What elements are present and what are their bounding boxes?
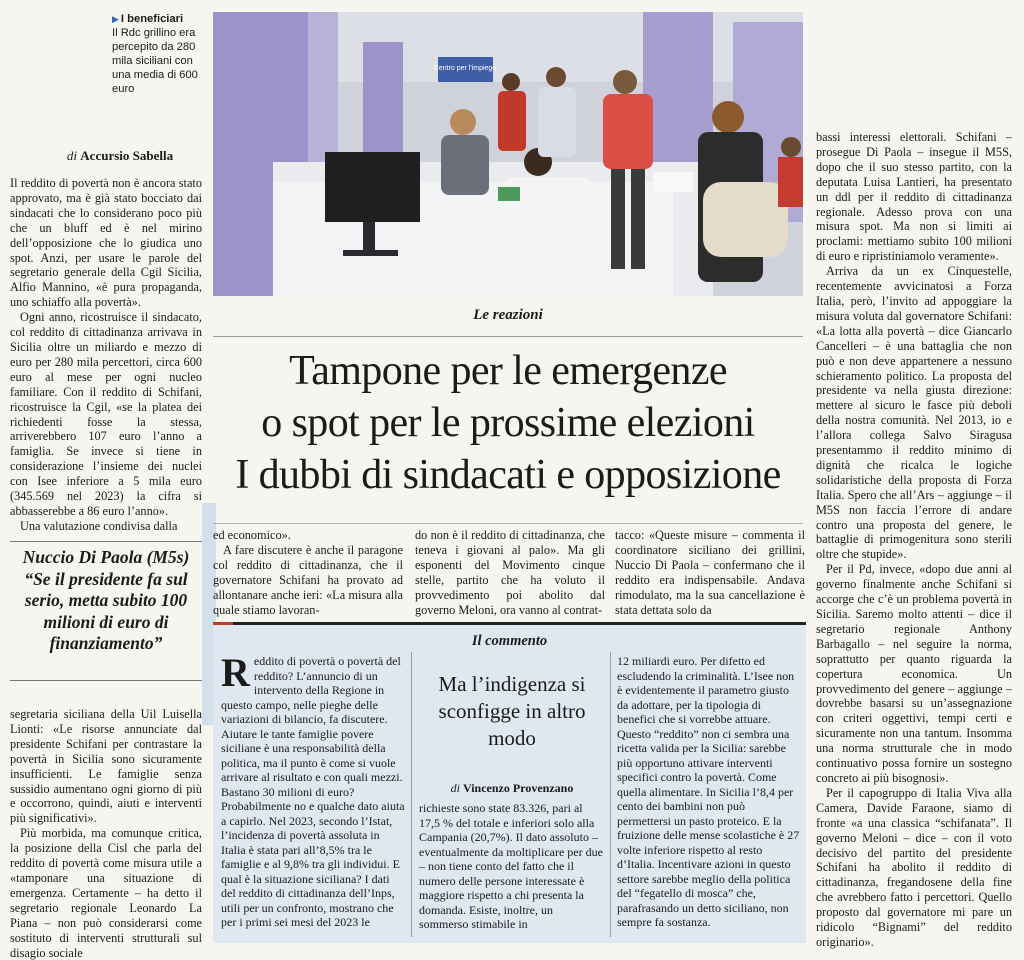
beneficiari-title: I beneficiari bbox=[120, 13, 184, 25]
commento-author-name: Vincenzo Provenzano bbox=[463, 781, 574, 795]
commento-text-1: eddito di povertà o povertà del reddito? L’annuncio di un intervento della Regione in questo campo, nelle pieghe delle variazioni di bilancio, fa discutere. Aiutare le tante famiglie povere siciliane è una responsabilità della politica, ma il punto è come si vuole arrivare al risultato e con quali mezzi. Bastano 30 milioni di euro? Probabilmente no e qualche dato aiuta a capirlo. Nel 2023, secondo l’Istat, l’incidenza di povertà assoluta in Italia è stata pari all’8,5% tra le famiglie e al 9,8% tra gli individui. E qual è la situazione siciliana? I dati del reddito di cittadinanza dell’Inps, utili per un confronto, mostrano che per i primi sei mesi del 2023 le bbox=[221, 654, 405, 929]
commento-author-prefix: di bbox=[450, 781, 460, 795]
commento-text-2: richieste sono state 83.326, pari al 17,5 % del totale e inferiori solo alla Campania (20,7%). Il dato assoluto – eventualmente da moltiplicare per due – non tiene conto del fatto che il numero delle persone interessate è maggiore rispetto a chi presenta la domanda. Esiste, inoltre, un sommerso stimabile in bbox=[419, 801, 603, 931]
paragraph: Per il capogruppo di Italia Viva alla Camera, Davide Faraone, siamo di fronte «a una classica “schifanata”. Il governo Meloni – dice – con il voto decisivo del partito del presidente Schifani ha abolito il reddito di cittadinanza, fregandosene della fine che avrebbero fatto i percettori. Quello proposto dal governatore mi pare un ridicolo “Bignami” del reddito originario». bbox=[816, 785, 1012, 949]
column-right bbox=[816, 130, 1012, 950]
commento-column-1 bbox=[221, 650, 405, 930]
beneficiari-text: Il Rdc grillino era percepito da 280 mila siciliani con una media di 600 euro bbox=[112, 27, 198, 95]
office-sign-text: Centro per l'impiego bbox=[433, 65, 497, 72]
byline bbox=[40, 148, 200, 164]
headline-line-2: o spot per le prossime elezioni bbox=[261, 400, 755, 446]
commento-column-3 bbox=[617, 654, 801, 930]
paragraph: Più morbida, ma comunque critica, la posizione della Cisl che parla del reddito di povertà come misura utile a «tamponare una situazione di emergenza. Certamente – ha detto il segretario regionale Leonardo La Piana – non può considerarsi come sostituto di interventi strutturali sul disagio sociale bbox=[10, 826, 202, 960]
commento-divider bbox=[411, 652, 412, 937]
quote-speaker: Nuccio Di Paola (M5s) bbox=[22, 547, 190, 567]
paragraph: do non è il reddito di cittadinanza, che teneva i giovani al palo». Ma gli esponenti del Movimento cinque stelle, partito che ha voluto il provvedimento poi abolito dal governo Meloni, ora vanno al contrat- bbox=[415, 528, 605, 617]
commento-text-3: 12 miliardi euro. Per difetto ed escludendo la criminalità. L’Isee non è evidentemente il parametro giusto da adottare, per la tipologia di benefici che si vorrebbe attuare. Questo “reddito” non ci sembra una ricetta valida per la Sicilia: sarebbe più opportuno attivare interventi specifici contro la povertà. Come quella alimentare. In Sicilia l’8,4 per cento dei bambini non può permettersi un pasto proteico. E la fruizione delle mense scolastiche è 27 volte inferiore rispetto al resto d’Italia. Incentivare azioni in questo settore sarebbe meglio della politica del “fegatello di mosca” che, parafrasando un detto siciliano, non sempre fa sostanza. bbox=[617, 654, 800, 929]
office-scene-illustration bbox=[213, 12, 803, 296]
paragraph: bassi interessi elettorali. Schifani – prosegue Di Paola – insegue il M5S, dopo che il suo stesso partito, con la deputata Luisa Lantieri, ha presentato un ddl per il reddito di cittadinanza regionale. Adesso prova con una misura spot. Ma non si limiti ai proclami: mettiamo subito 100 milioni di euro e ripristiniamolo veramente». bbox=[816, 130, 1012, 264]
column-mid-a bbox=[213, 528, 403, 617]
column-mid-b bbox=[415, 528, 605, 617]
column-mid-c bbox=[615, 528, 805, 617]
paragraph: Ogni anno, ricostruisce il sindacato, col reddito di cittadinanza arrivava in Sicilia oltre un miliardo e mezzo di euro per 280 mila percettori, circa 600 euro al mese per ogni nucleo familiare. Con il reddito di Schifani, ricostruisce la Cgil, «se la platea dei richiedenti fosse la stessa, arriverebbero 107 euro l’anno a famiglia. Se invece si tiene in considerazione l’insieme dei nuclei con Isee inferiore a 5 mila euro (345.569 nel 2023) la cifra si abbasserebbe a 86 euro l’anno». bbox=[10, 310, 202, 518]
byline-author: Accursio Sabella bbox=[80, 148, 174, 163]
drop-cap: R bbox=[221, 650, 250, 695]
triangle-icon: ▶ bbox=[112, 14, 119, 24]
commento-top-rule bbox=[213, 622, 806, 625]
byline-prefix: di bbox=[66, 148, 78, 163]
quote-rule-bottom bbox=[10, 680, 202, 681]
paragraph: ed economico». bbox=[213, 528, 291, 542]
kicker-rule bbox=[213, 336, 803, 337]
paragraph: Arriva da un ex Cinquestelle, recentemente avvicinatosi a Forza Italia, però, l’invito ad appoggiare la misura voluta dal governatore Schifani: «La lotta alla povertà – dice Giancarlo Cancelleri – è una battaglia che non può e non deve appartenere a nessuno schieramento politico. La proposta del presidente va nella giusta direzione: mettere al sicuro le fasce più deboli della nostra comunità. Nel 2013, io e l’allora collega Salvo Siragusa presentammo il reddito minimo di dignità che ricalca le logiche solidaristiche della proposta di Forza Italia. Spero che all’Ars – aggiunge – il M5S non faccia l’errore di andare contro una proposta del genere, le battaglie di primogenitura sono sterili oltre che stupide». bbox=[816, 264, 1012, 562]
headline-line-1: Tampone per le emergenze bbox=[289, 348, 727, 394]
pull-quote bbox=[10, 547, 202, 655]
headline bbox=[213, 345, 803, 501]
commento-author bbox=[417, 781, 607, 796]
commento-divider bbox=[610, 652, 611, 937]
headline-line-3: I dubbi di sindacati e opposizione bbox=[235, 452, 781, 498]
paragraph: Il reddito di povertà non è ancora stato approvato, ma è già stato bocciato dai sindacati che lo considerano poco più che un bluff ed è nel mirino dell’opposizione che lo giudica uno spot. Anzi, per usare le parole del segretario generale della Cgil Sicilia, Alfio Mannino, «è pura propaganda, uno schiaffo alla povertà». bbox=[10, 176, 202, 310]
quote-rule-top bbox=[10, 541, 202, 542]
paragraph: A fare discutere è anche il paragone col reddito di cittadinanza, che il governatore Schifani ha provato ad allontanare anche ieri: «La misura alla quale stiamo lavoran- bbox=[213, 542, 403, 617]
section-kicker: Le reazioni bbox=[473, 307, 543, 323]
paragraph: Per il Pd, invece, «dopo due anni al governo finalmente anche Schifani si accorge che c’è un problema povertà in Sicilia. Saremo molto attenti – dice il segretario regionale Anthony Barbagallo – nel seguire la norma, soprattutto per quanto riguarda la copertura economica. Un provvedimento del genere – aggiunge – dovrebbe basarsi su un’assegnazione con criteri oggettivi, tempi certi e sicuramente non una tantum. Insomma una norma strutturale che in modo continuativo possa fornire un sostegno concreto ai più bisognosi». bbox=[816, 562, 1012, 785]
headline-rule bbox=[213, 523, 803, 524]
beneficiari-box bbox=[112, 12, 207, 96]
paragraph: segretaria siciliana della Uil Luisella Lionti: «Le risorse annunciate dal presidente Schifani per contrastare la povertà in Sicilia sono sicuramente insufficienti. Le famiglie senza sussidio aumentano ogni giorno di più e occorrono, quindi, aiuti e interventi più significativi». bbox=[10, 707, 202, 826]
quote-text: “Se il presidente fa sul serio, metta subito 100 milioni di euro di finanziamento” bbox=[24, 568, 188, 653]
commento-title: Ma l’indigenza si sconfigge in altro modo bbox=[438, 672, 586, 750]
paragraph: Una valutazione condivisa dalla bbox=[20, 518, 178, 533]
commento-column-2 bbox=[419, 801, 603, 932]
paragraph: tacco: «Queste misure – commenta il coordinatore siciliano dei grillini, Nuccio Di Paola – confermano che il reddito era indispensabile. Andava rimodulato, ma la sua cancellazione è stata dettata solo da bbox=[615, 528, 805, 617]
column-left-bottom bbox=[10, 707, 202, 960]
column-left-top bbox=[10, 176, 202, 534]
commento-kicker: Il commento bbox=[471, 633, 548, 649]
news-photo bbox=[213, 12, 803, 296]
